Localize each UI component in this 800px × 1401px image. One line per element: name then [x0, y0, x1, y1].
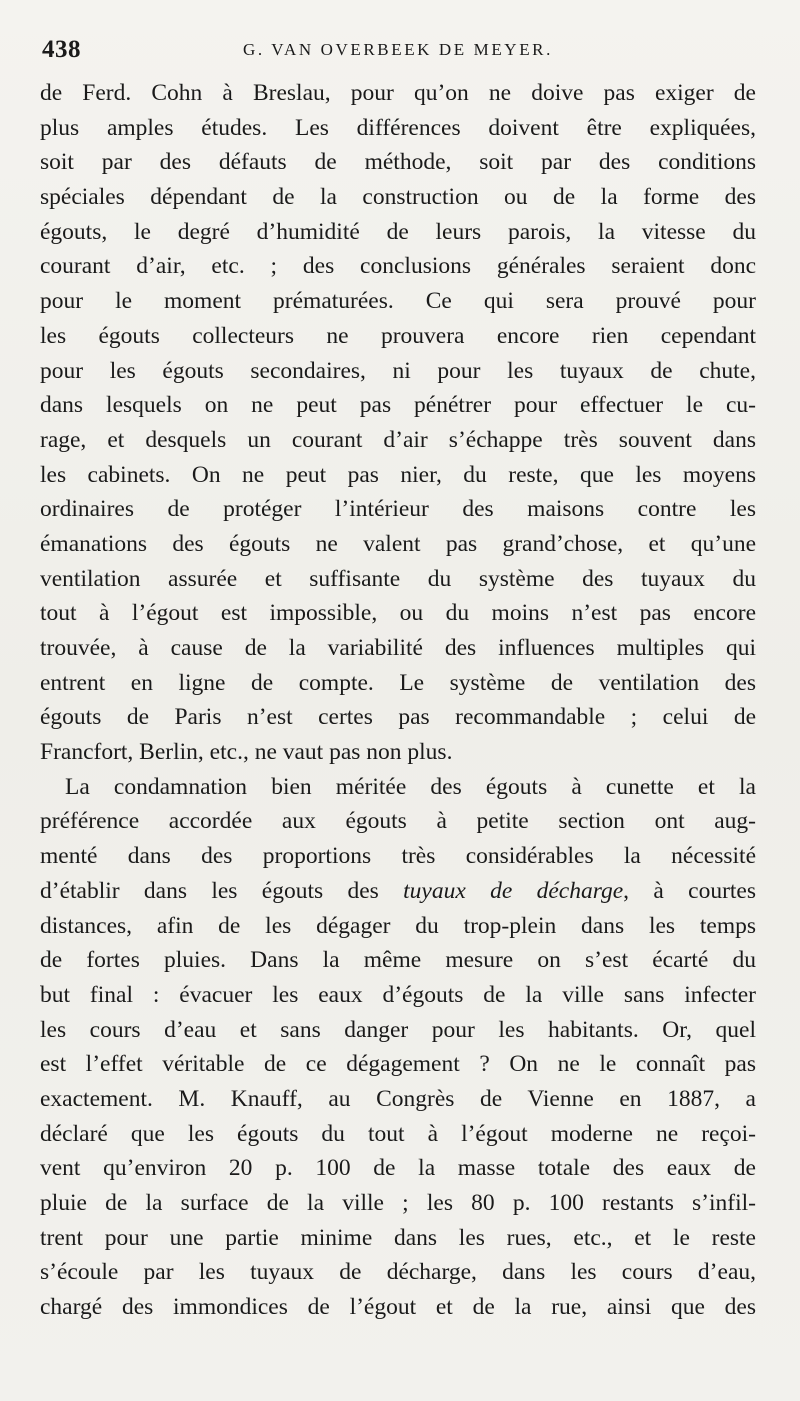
text-line: déclaré que les égouts du tout à l’égout moderne ne reçoi-: [40, 1120, 756, 1147]
text-line: but final : évacuer les eaux d’égouts de la ville sans infecter: [40, 981, 756, 1008]
text-line: pluie de la surface de la ville ; les 80 p. 100 restants s’infil-: [40, 1190, 756, 1216]
page-number: 438: [42, 36, 81, 63]
text-line: tout à l’égout est impossible, ou du moins n’est pas encore: [40, 600, 756, 627]
body-text: [40, 76, 756, 1325]
text-segment: d’établir dans les égouts des: [40, 877, 379, 904]
text-line: plus amples études. Les différences doivent être expliquées,: [40, 114, 756, 141]
text-line: les cabinets. On ne peut pas nier, du reste, que les moyens: [40, 461, 756, 488]
text-line: rage, et desquels un courant d’air s’échappe très souvent dans: [40, 426, 756, 453]
text-line: de fortes pluies. Dans la même mesure on s’est écarté du: [40, 947, 756, 974]
text-line: égouts, le degré d’humidité de leurs parois, la vitesse du: [40, 218, 756, 245]
italic-term: tuyaux de décharge: [403, 877, 624, 904]
text-line: dans lesquels on ne peut pas pénétrer pour effectuer le cu-: [40, 392, 756, 419]
text-line-with-italic: [40, 874, 756, 909]
text-line: spéciales dépendant de la construction ou de la forme des: [40, 184, 756, 211]
text-line: ventilation assurée et suffisante du système des tuyaux du: [40, 565, 756, 592]
text-line: exactement. M. Knauff, au Congrès de Vienne en 1887, a: [40, 1085, 756, 1112]
text-line: les égouts collecteurs ne prouvera encore rien cependant: [40, 322, 756, 349]
text-line: pour les égouts secondaires, ni pour les tuyaux de chute,: [40, 357, 756, 384]
text-line: vent qu’environ 20 p. 100 de la masse totale des eaux de: [40, 1155, 756, 1182]
text-line: Francfort, Berlin, etc., ne vaut pas non plus.: [40, 739, 453, 766]
text-line: les cours d’eau et sans danger pour les habitants. Or, quel: [40, 1016, 756, 1043]
text-line: égouts de Paris n’est certes pas recommandable ; celui de: [40, 704, 756, 731]
text-line: trouvée, à cause de la variabilité des influences multiples qui: [40, 635, 756, 661]
page-header: [40, 36, 756, 68]
text-line: chargé des immondices de l’égout et de la rue, ainsi que des: [40, 1294, 756, 1321]
text-line: menté dans des proportions très considérables la nécessité: [40, 843, 756, 870]
text-line: émanations des égouts ne valent pas grand’chose, et qu’une: [40, 530, 756, 557]
text-line: ordinaires de protéger l’intérieur des maisons contre les: [40, 496, 756, 523]
text-line: soit par des défauts de méthode, soit par des conditions: [40, 149, 756, 176]
text-line: préférence accordée aux égouts à petite section ont aug-: [40, 808, 756, 835]
text-line: est l’effet véritable de ce dégagement ? On ne le connaît pas: [40, 1051, 756, 1078]
text-segment: , à courtes: [623, 877, 756, 904]
text-line: entrent en ligne de compte. Le système de ventilation des: [40, 669, 756, 696]
text-line: trent pour une partie minime dans les rues, etc., et le reste: [40, 1224, 756, 1251]
running-head: G. VAN OVERBEEK DE MEYER.: [243, 40, 553, 59]
text-line: pour le moment prématurées. Ce qui sera prouvé pour: [40, 288, 756, 315]
text-line: s’écoule par les tuyaux de décharge, dans les cours d’eau,: [40, 1259, 756, 1286]
text-line: distances, afin de les dégager du trop-plein dans les temps: [40, 912, 756, 939]
text-line: courant d’air, etc. ; des conclusions générales seraient donc: [40, 253, 756, 280]
text-line: La condamnation bien méritée des égouts à cunette et la: [65, 773, 756, 800]
text-line: de Ferd. Cohn à Breslau, pour qu’on ne doive pas exiger de: [40, 80, 756, 106]
